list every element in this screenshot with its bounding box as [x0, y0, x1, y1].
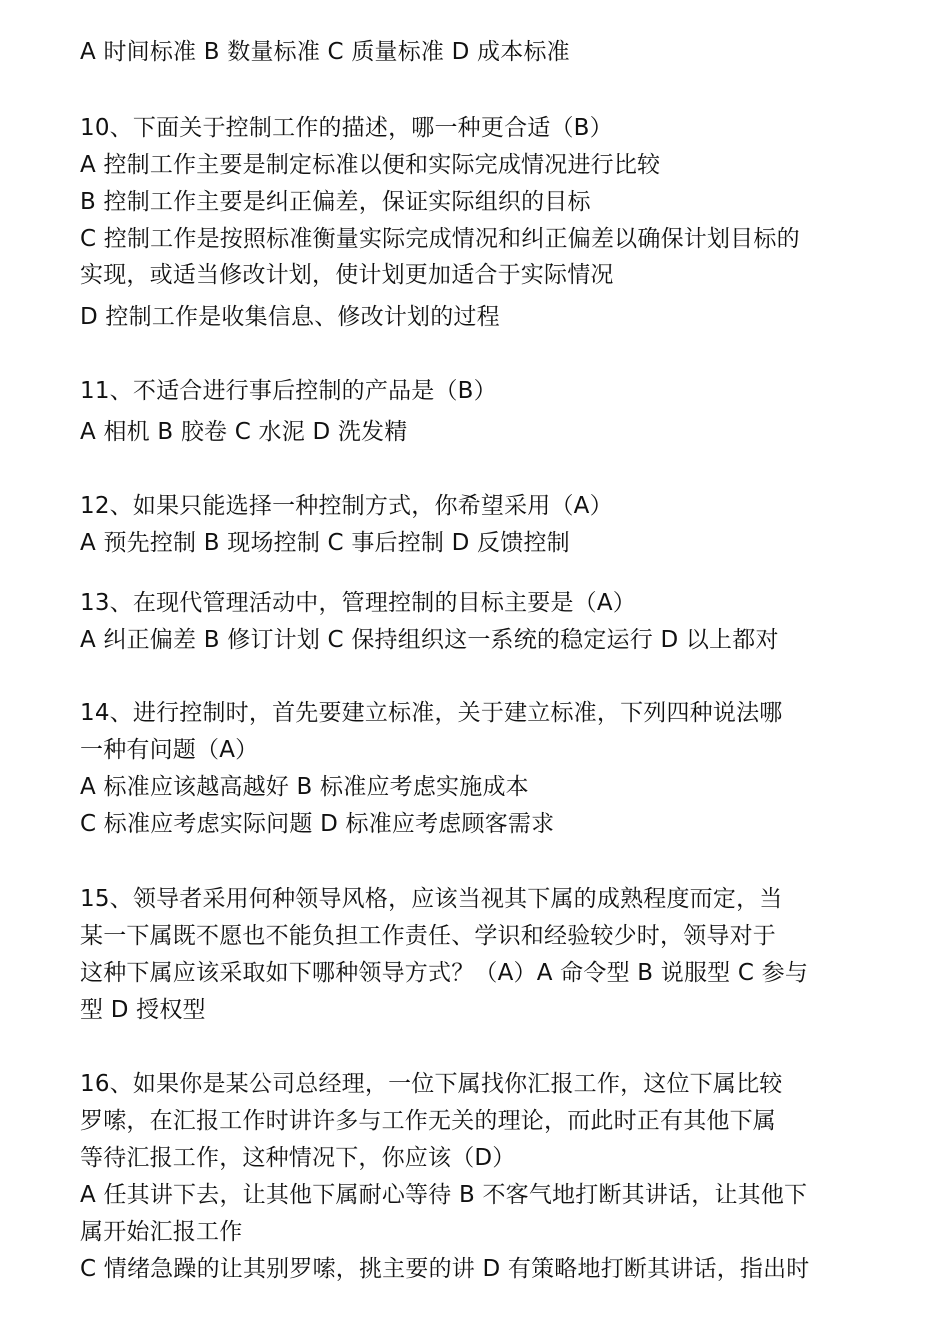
option-line: C 标准应考虑实际问题 D 标准应考虑顾客需求 — [80, 811, 555, 837]
option-line: C 情绪急躁的让其别罗嗦，挑主要的讲 D 有策略地打断其讲话，指出时 — [80, 1256, 810, 1282]
option-line: C 控制工作是按照标准衡量实际完成情况和纠正偏差以确保计划目标的 — [80, 226, 800, 252]
option-line: A 预先控制 B 现场控制 C 事后控制 D 反馈控制 — [80, 530, 570, 556]
option-line: D 控制工作是收集信息、修改计划的过程 — [80, 304, 500, 330]
question-14-stem-cont: 一种有问题（A） — [80, 737, 259, 763]
text-line: A 时间标准 B 数量标准 C 质量标准 D 成本标准 — [80, 39, 570, 65]
option-line: A 相机 B 胶卷 C 水泥 D 洗发精 — [80, 419, 408, 445]
option-line: A 控制工作主要是制定标准以便和实际完成情况进行比较 — [80, 152, 661, 178]
option-line: 属开始汇报工作 — [80, 1219, 243, 1245]
question-15-stem-cont: 这种下属应该采取如下哪种领导方式？（A）A 命令型 B 说服型 C 参与 — [80, 960, 809, 986]
option-line: A 纠正偏差 B 修订计划 C 保持组织这一系统的稳定运行 D 以上都对 — [80, 627, 779, 653]
question-16-stem: 16、如果你是某公司总经理，一位下属找你汇报工作，这位下属比较 — [80, 1071, 783, 1097]
question-10-stem: 10、下面关于控制工作的描述，哪一种更合适（B） — [80, 115, 613, 141]
question-14-stem: 14、进行控制时，首先要建立标准，关于建立标准，下列四种说法哪 — [80, 700, 783, 726]
question-16-stem-cont: 等待汇报工作，这种情况下，你应该（D） — [80, 1145, 516, 1171]
option-line: A 任其讲下去，让其他下属耐心等待 B 不客气地打断其讲话，让其他下 — [80, 1182, 808, 1208]
question-15-stem-cont: 型 D 授权型 — [80, 997, 206, 1023]
question-16-stem-cont: 罗嗦，在汇报工作时讲许多与工作无关的理论，而此时正有其他下属 — [80, 1108, 776, 1134]
question-12-stem: 12、如果只能选择一种控制方式，你希望采用（A） — [80, 493, 613, 519]
option-line: B 控制工作主要是纠正偏差，保证实际组织的目标 — [80, 189, 591, 215]
question-15-stem: 15、领导者采用何种领导风格，应该当视其下属的成熟程度而定，当 — [80, 886, 783, 912]
question-15-stem-cont: 某一下属既不愿也不能负担工作责任、学识和经验较少时，领导对于 — [80, 923, 776, 949]
question-11-stem: 11、不适合进行事后控制的产品是（B） — [80, 378, 497, 404]
option-line: 实现，或适当修改计划，使计划更加适合于实际情况 — [80, 262, 614, 288]
question-13-stem: 13、在现代管理活动中，管理控制的目标主要是（A） — [80, 590, 637, 616]
option-line: A 标准应该越高越好 B 标准应考虑实施成本 — [80, 774, 529, 800]
